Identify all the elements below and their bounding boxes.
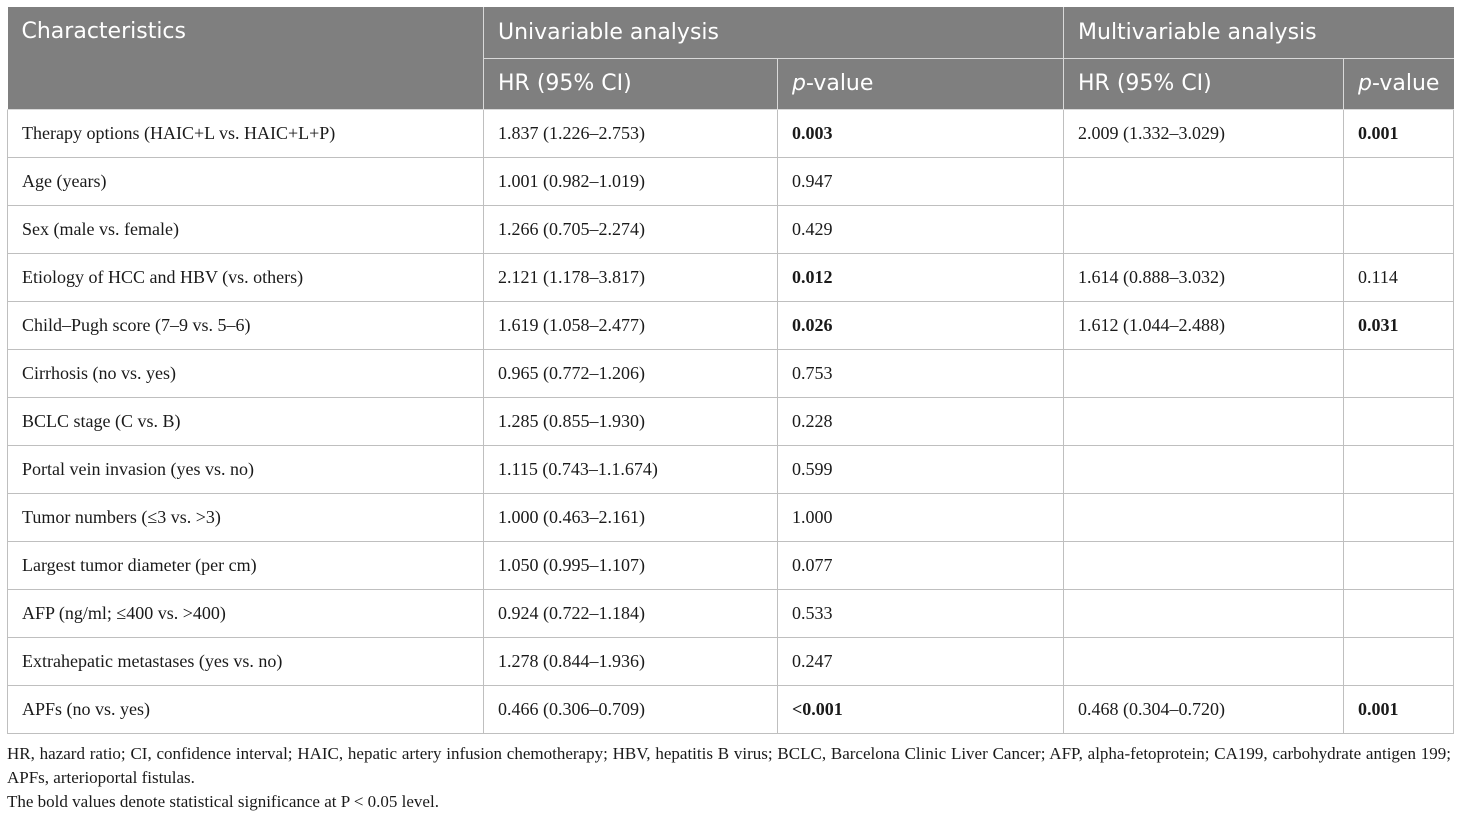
p-letter: p [1358, 71, 1372, 96]
cell-uni-hr: 1.266 (0.705–2.274) [484, 205, 778, 253]
hazard-ratio-table [7, 7, 1454, 734]
table-row [8, 685, 1454, 733]
cell-characteristic: Child–Pugh score (7–9 vs. 5–6) [8, 301, 484, 349]
table-body [8, 109, 1454, 733]
cell-multi-hr: 2.009 (1.332–3.029) [1064, 109, 1344, 157]
cell-uni-hr: 0.924 (0.722–1.184) [484, 589, 778, 637]
table-row [8, 541, 1454, 589]
table-row [8, 637, 1454, 685]
table-row [8, 493, 1454, 541]
cell-multi-p [1344, 157, 1454, 205]
p-suffix: -value [805, 71, 874, 96]
cell-characteristic: Etiology of HCC and HBV (vs. others) [8, 253, 484, 301]
table-row [8, 253, 1454, 301]
cell-uni-hr: 2.121 (1.178–3.817) [484, 253, 778, 301]
cell-multi-hr [1064, 157, 1344, 205]
header-uni-p [778, 58, 1064, 109]
cell-uni-p: 0.947 [778, 157, 1064, 205]
cell-multi-hr [1064, 541, 1344, 589]
cell-multi-hr [1064, 637, 1344, 685]
cell-multi-p [1344, 637, 1454, 685]
cell-multi-p [1344, 541, 1454, 589]
cell-characteristic: Extrahepatic metastases (yes vs. no) [8, 637, 484, 685]
cell-characteristic: Therapy options (HAIC+L vs. HAIC+L+P) [8, 109, 484, 157]
cell-characteristic: Sex (male vs. female) [8, 205, 484, 253]
table-row [8, 349, 1454, 397]
cell-uni-p: 0.003 [778, 109, 1064, 157]
cell-uni-hr: 0.965 (0.772–1.206) [484, 349, 778, 397]
header-characteristics: Characteristics [8, 7, 484, 109]
cell-uni-hr: 1.001 (0.982–1.019) [484, 157, 778, 205]
table-row [8, 445, 1454, 493]
cell-uni-p: 0.247 [778, 637, 1064, 685]
cell-uni-hr: 1.000 (0.463–2.161) [484, 493, 778, 541]
cell-characteristic: Age (years) [8, 157, 484, 205]
cell-multi-p [1344, 349, 1454, 397]
p-suffix: -value [1371, 71, 1440, 96]
footnotes [7, 742, 1453, 814]
cell-multi-hr [1064, 589, 1344, 637]
p-letter: p [792, 71, 806, 96]
cell-uni-hr: 1.278 (0.844–1.936) [484, 637, 778, 685]
header-uni-hr: HR (95% CI) [484, 58, 778, 109]
header-multi-hr: HR (95% CI) [1064, 58, 1344, 109]
cell-multi-p [1344, 445, 1454, 493]
cell-uni-p: 0.533 [778, 589, 1064, 637]
cell-uni-p: 0.012 [778, 253, 1064, 301]
cell-characteristic: BCLC stage (C vs. B) [8, 397, 484, 445]
table-row [8, 301, 1454, 349]
cell-uni-p: 0.077 [778, 541, 1064, 589]
cell-uni-p: 0.228 [778, 397, 1064, 445]
cell-multi-p [1344, 589, 1454, 637]
cell-characteristic: Tumor numbers (≤3 vs. >3) [8, 493, 484, 541]
cell-multi-p [1344, 493, 1454, 541]
cell-uni-p: <0.001 [778, 685, 1064, 733]
cell-multi-hr [1064, 397, 1344, 445]
cell-multi-p: 0.001 [1344, 685, 1454, 733]
header-univariable: Univariable analysis [484, 7, 1064, 58]
cell-characteristic: Largest tumor diameter (per cm) [8, 541, 484, 589]
table-row [8, 205, 1454, 253]
cell-multi-hr: 1.612 (1.044–2.488) [1064, 301, 1344, 349]
cell-uni-hr: 1.619 (1.058–2.477) [484, 301, 778, 349]
header-multivariable: Multivariable analysis [1064, 7, 1454, 58]
cell-multi-hr [1064, 493, 1344, 541]
cell-characteristic: Portal vein invasion (yes vs. no) [8, 445, 484, 493]
cell-multi-p: 0.031 [1344, 301, 1454, 349]
cell-multi-hr: 0.468 (0.304–0.720) [1064, 685, 1344, 733]
cell-multi-p [1344, 205, 1454, 253]
cell-uni-hr: 1.285 (0.855–1.930) [484, 397, 778, 445]
cell-uni-hr: 1.050 (0.995–1.107) [484, 541, 778, 589]
cell-multi-hr [1064, 349, 1344, 397]
cell-uni-hr: 0.466 (0.306–0.709) [484, 685, 778, 733]
table-row [8, 109, 1454, 157]
cell-multi-hr [1064, 445, 1344, 493]
cell-multi-p: 0.001 [1344, 109, 1454, 157]
cell-multi-hr: 1.614 (0.888–3.032) [1064, 253, 1344, 301]
cell-multi-p: 0.114 [1344, 253, 1454, 301]
table-header [8, 7, 1454, 109]
cell-uni-p: 0.429 [778, 205, 1064, 253]
cell-uni-p: 0.753 [778, 349, 1064, 397]
footnote-abbreviations: HR, hazard ratio; CI, confidence interval; HAIC, hepatic artery infusion chemotherapy; HBV, hepatitis B virus; BCLC, Barcelona Clinic Liver Cancer; AFP, alpha-fetoprotein; CA199, carbohydrate antigen 199; APFs, arterioportal fistulas. [7, 743, 1451, 787]
table-row [8, 157, 1454, 205]
cell-uni-p: 1.000 [778, 493, 1064, 541]
cell-characteristic: APFs (no vs. yes) [8, 685, 484, 733]
header-multi-p [1344, 58, 1454, 109]
table-container [7, 7, 1453, 814]
footnote-bold-note: The bold values denote statistical significance at P < 0.05 level. [7, 791, 439, 811]
cell-characteristic: AFP (ng/ml; ≤400 vs. >400) [8, 589, 484, 637]
cell-multi-hr [1064, 205, 1344, 253]
cell-uni-hr: 1.837 (1.226–2.753) [484, 109, 778, 157]
cell-uni-hr: 1.115 (0.743–1.1.674) [484, 445, 778, 493]
cell-multi-p [1344, 397, 1454, 445]
cell-uni-p: 0.599 [778, 445, 1064, 493]
cell-uni-p: 0.026 [778, 301, 1064, 349]
table-row [8, 589, 1454, 637]
cell-characteristic: Cirrhosis (no vs. yes) [8, 349, 484, 397]
table-row [8, 397, 1454, 445]
